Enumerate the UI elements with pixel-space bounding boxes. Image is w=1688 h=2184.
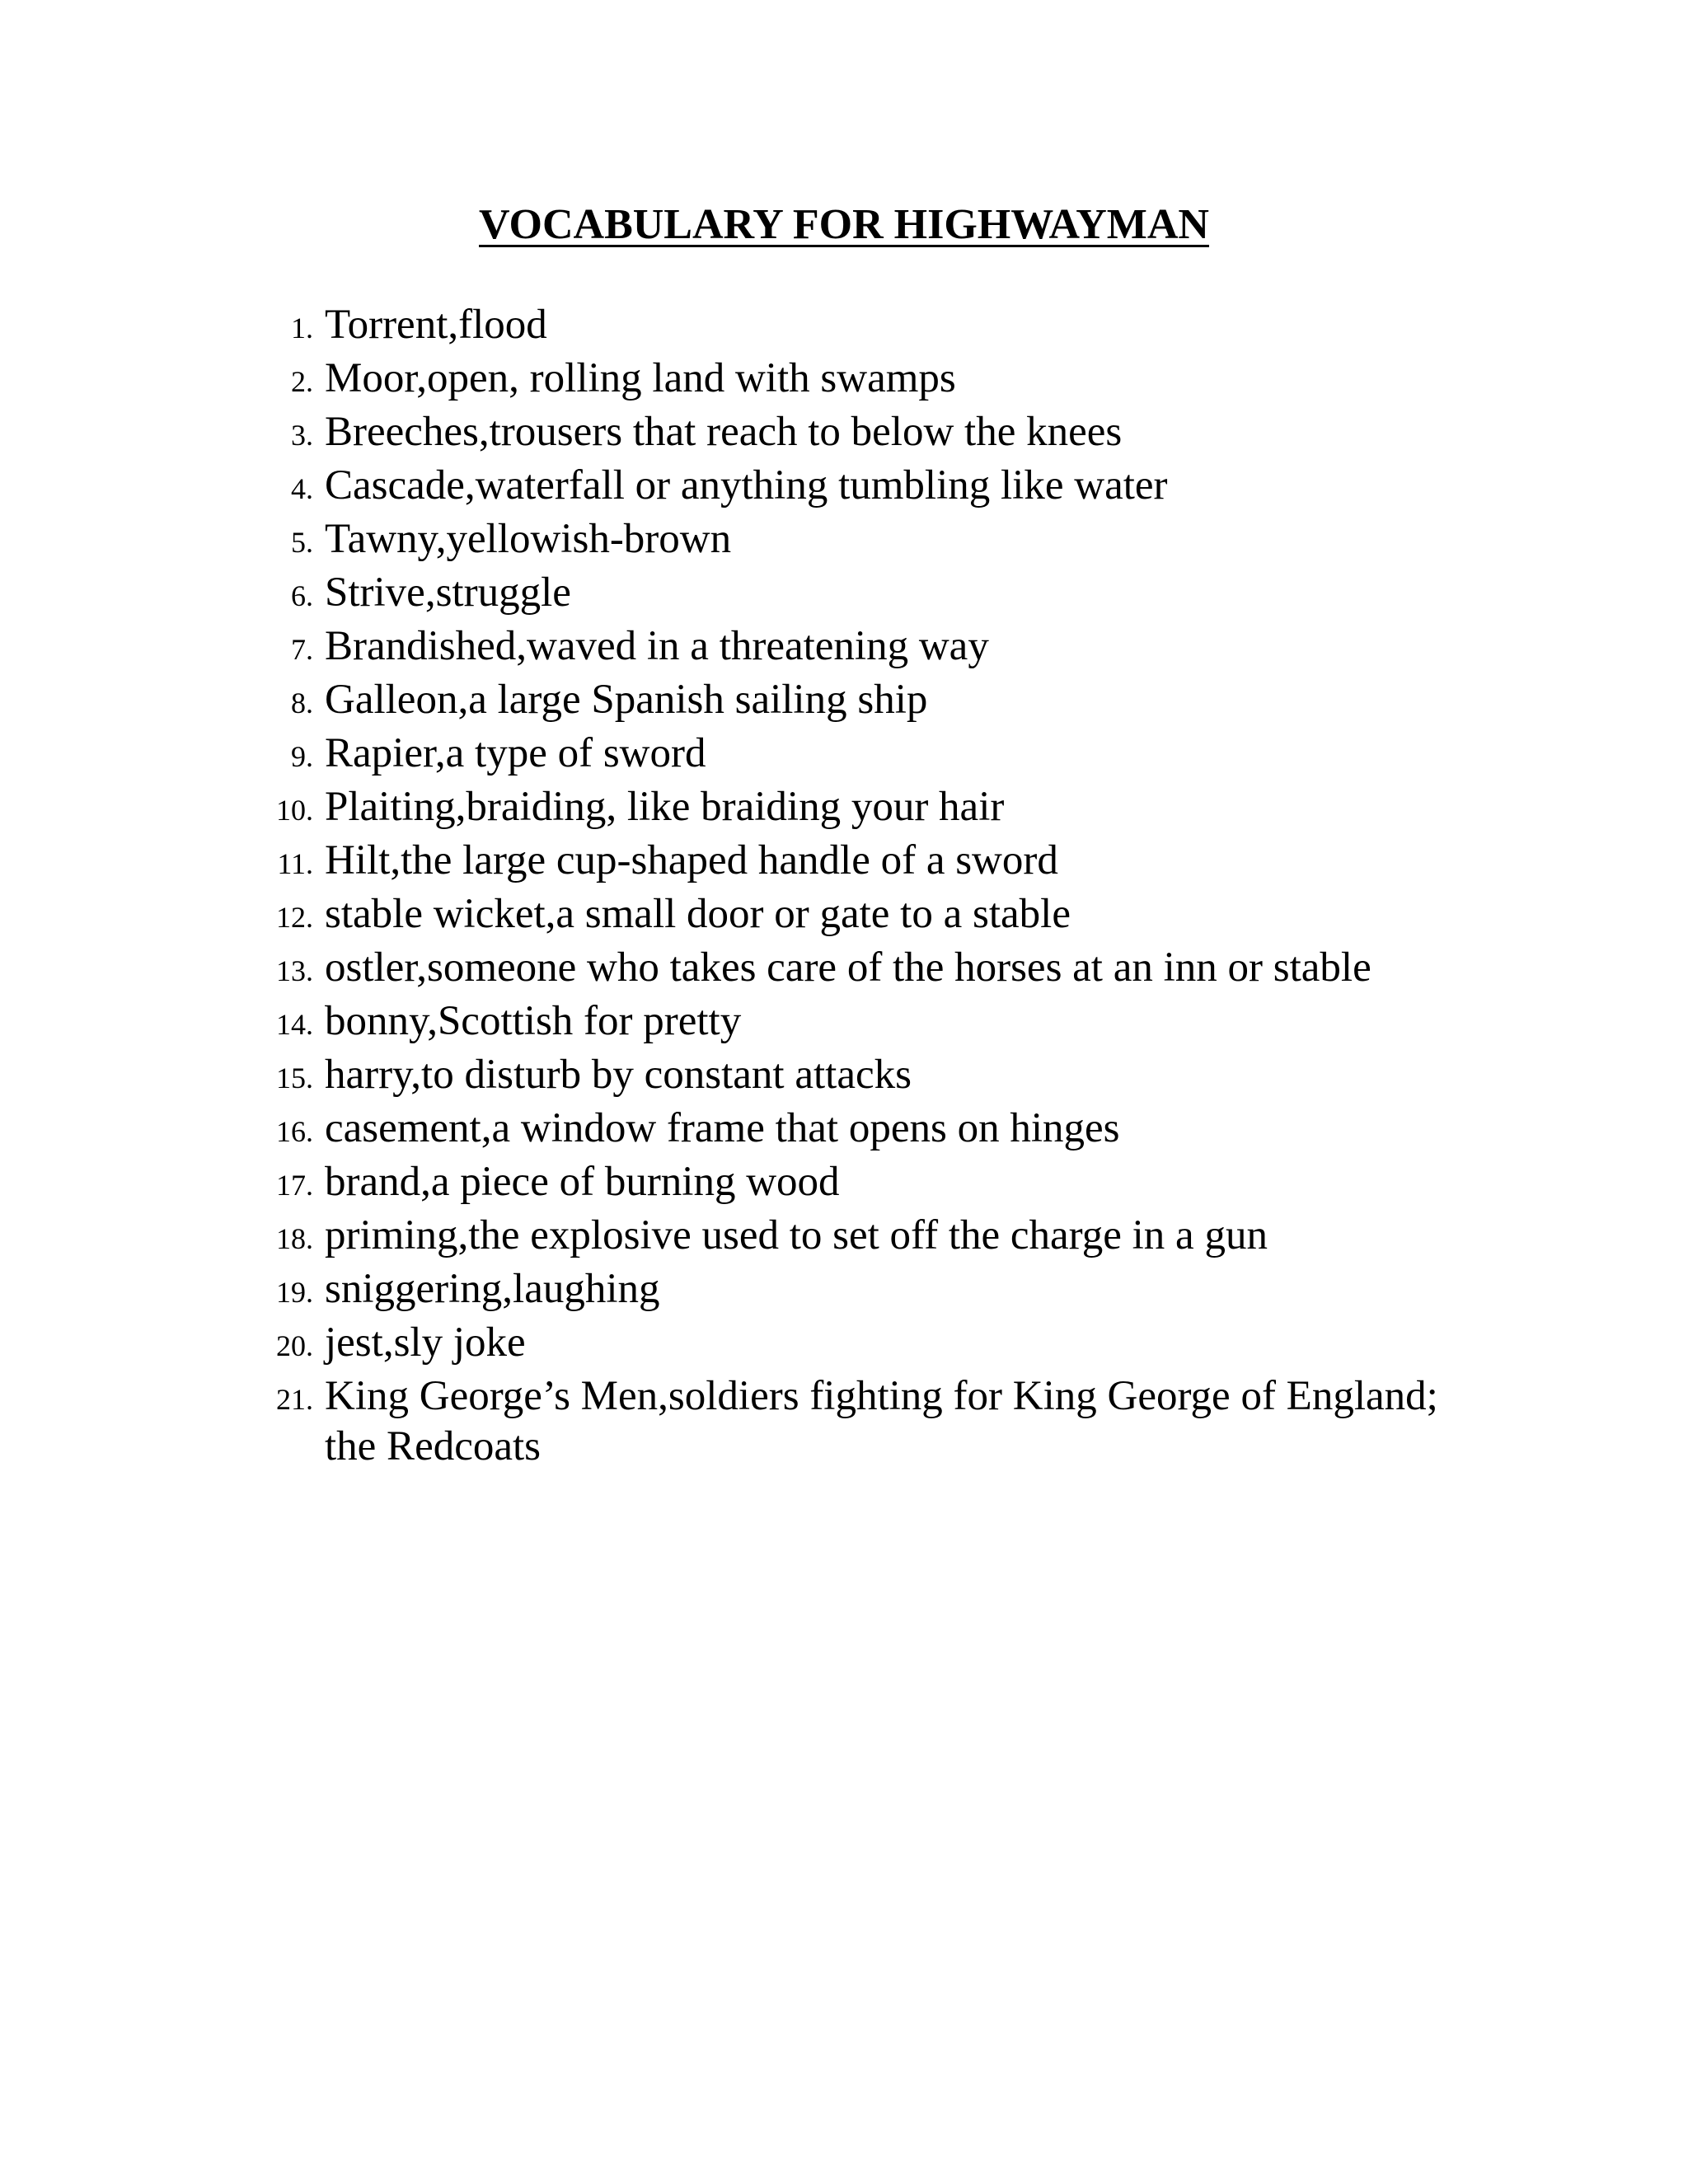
vocabulary-list — [247, 300, 1442, 1472]
item-text: Galleon,a large Spanish sailing ship — [325, 677, 928, 723]
item-text: Hilt,the large cup-shaped handle of a sword — [325, 837, 1058, 883]
item-number: 6. — [291, 579, 313, 612]
item-number: 7. — [291, 633, 313, 666]
list-item — [247, 1371, 1442, 1472]
list-item — [247, 461, 1442, 514]
item-text: Plaiting,braiding, like braiding your hair — [325, 784, 1005, 830]
item-number: 19. — [276, 1276, 313, 1309]
list-item — [247, 996, 1442, 1050]
item-text: brand,a piece of burning wood — [325, 1159, 840, 1205]
item-number: 15. — [276, 1062, 313, 1094]
item-text: Torrent,flood — [325, 302, 547, 348]
item-number: 13. — [276, 954, 313, 987]
item-text: Cascade,waterfall or anything tumbling like water — [325, 462, 1168, 509]
item-number: 21. — [276, 1383, 313, 1416]
item-text: jest,sly joke — [325, 1319, 526, 1366]
item-text: Rapier,a type of sword — [325, 730, 706, 776]
item-text: stable wicket,a small door or gate to a stable — [325, 891, 1071, 937]
item-text: sniggering,laughing — [325, 1266, 660, 1312]
item-text: Strive,struggle — [325, 569, 571, 616]
list-item — [247, 1318, 1442, 1371]
item-text: King George’s Men,soldiers fighting for King George of England; the Redcoats — [325, 1373, 1438, 1469]
item-number: 3. — [291, 419, 313, 452]
list-item — [247, 407, 1442, 461]
item-number: 18. — [276, 1222, 313, 1255]
item-number: 5. — [291, 526, 313, 559]
list-item — [247, 836, 1442, 889]
list-item — [247, 729, 1442, 782]
item-text: ostler,someone who takes care of the horses at an inn or stable — [325, 944, 1372, 991]
item-number: 8. — [291, 687, 313, 719]
page-title: VOCABULARY FOR HIGHWAYMAN — [479, 201, 1209, 248]
item-text: Breeches,trousers that reach to below the knees — [325, 409, 1123, 455]
item-number: 20. — [276, 1329, 313, 1362]
list-item — [247, 568, 1442, 621]
item-number: 9. — [291, 740, 313, 773]
list-item — [247, 1104, 1442, 1157]
item-number: 14. — [276, 1008, 313, 1041]
item-text: priming,the explosive used to set off the charge in a gun — [325, 1212, 1268, 1258]
list-item — [247, 675, 1442, 729]
list-item — [247, 1157, 1442, 1211]
item-number: 1. — [291, 312, 313, 344]
list-item — [247, 889, 1442, 943]
item-text: Brandished,waved in a threatening way — [325, 623, 989, 669]
item-text: casement,a window frame that opens on hinges — [325, 1105, 1120, 1151]
list-item — [247, 354, 1442, 407]
item-number: 4. — [291, 472, 313, 505]
item-text: Moor,open, rolling land with swamps — [325, 355, 956, 401]
item-text: harry,to disturb by constant attacks — [325, 1052, 912, 1098]
list-item — [247, 1050, 1442, 1104]
item-number: 12. — [276, 901, 313, 934]
item-text: bonny,Scottish for pretty — [325, 998, 742, 1044]
item-number: 2. — [291, 365, 313, 398]
item-number: 17. — [276, 1169, 313, 1202]
item-number: 11. — [277, 847, 313, 880]
list-item — [247, 621, 1442, 675]
item-text: Tawny,yellowish-brown — [325, 516, 732, 562]
list-item — [247, 1264, 1442, 1318]
list-item — [247, 300, 1442, 354]
list-item — [247, 782, 1442, 836]
list-item — [247, 514, 1442, 568]
item-number: 16. — [276, 1115, 313, 1148]
list-item — [247, 1211, 1442, 1264]
list-item — [247, 943, 1442, 996]
item-number: 10. — [276, 794, 313, 827]
